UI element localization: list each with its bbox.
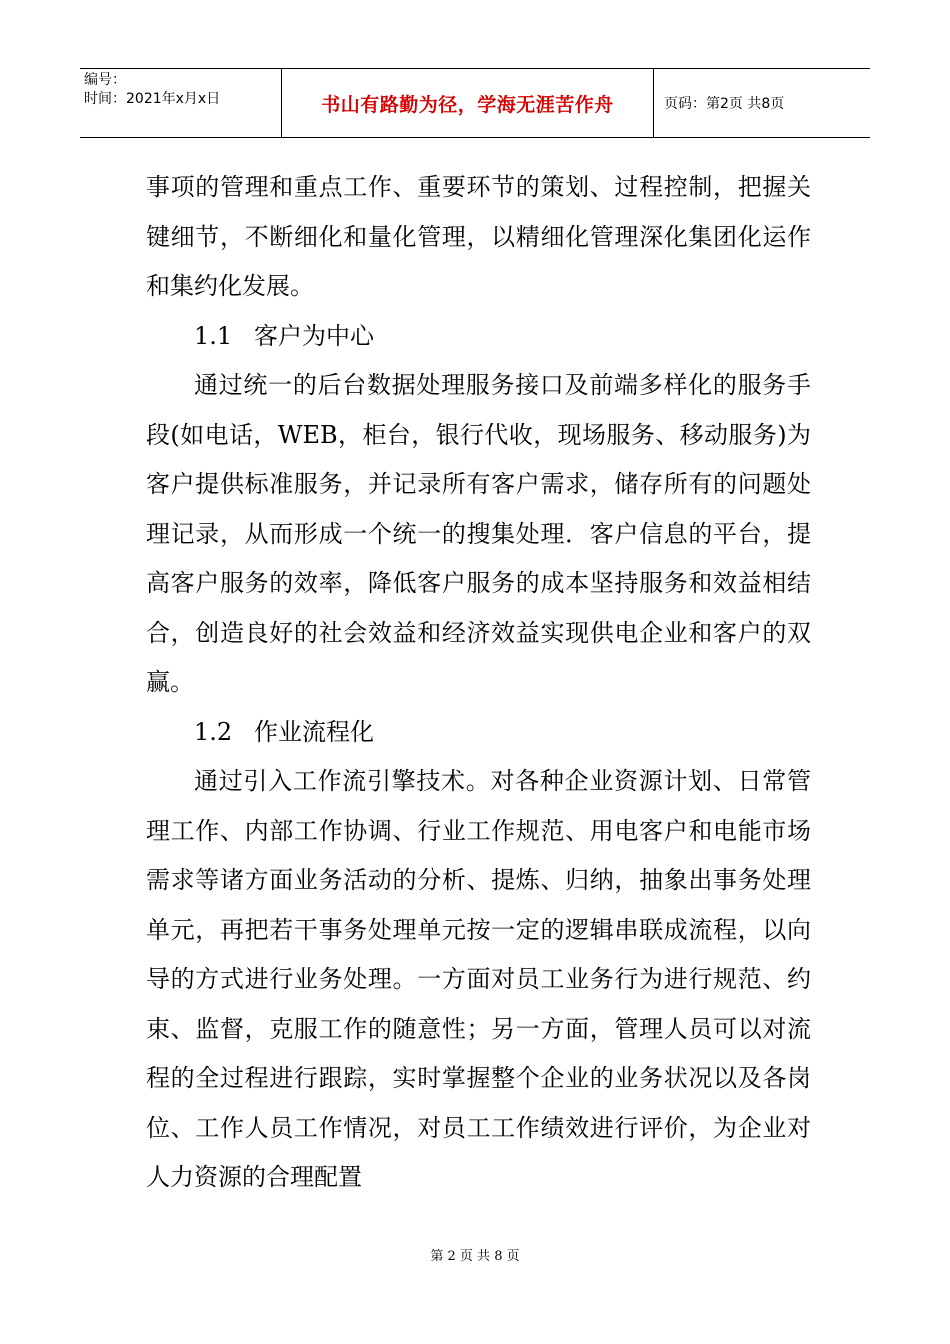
section-title: 作业流程化 bbox=[254, 717, 374, 746]
document-body bbox=[146, 163, 811, 1203]
paragraph-workflow: 通过引入工作流引擎技术。对各种企业资源计划、日常管理工作、内部工作协调、行业工作规范、用电客户和电能市场需求等诸方面业务活动的分析、提炼、归纳，抽象出事务处理单元，再把若干事务处理单元按一定的逻辑串联成流程，以向导的方式进行业务处理。一方面对员工业务行为进行规范、约束、监督，克服工作的随意性；另一方面，管理人员可以对流程的全过程进行跟踪，实时掌握整个企业的业务状况以及各岗位、工作人员工作情况，对员工工作绩效进行评价，为企业对人力资源的合理配置 bbox=[146, 767, 811, 1191]
paragraph-intro: 事项的管理和重点工作、重要环节的策划、过程控制，把握关键细节，不断细化和量化管理，以精细化管理深化集团化运作和集约化发展。 bbox=[146, 173, 811, 300]
doc-date-label: 时间：2021年x月x日 bbox=[84, 91, 221, 107]
section-number: 1.2 bbox=[194, 717, 233, 746]
paragraph-customer-center: 通过统一的后台数据处理服务接口及前端多样化的服务手段(如电话，WEB，柜台，银行代收，现场服务、移动服务)为客户提供标准服务，并记录所有客户需求，储存所有的问题处理记录，从而形成一个统一的搜集处理．客户信息的平台，提高客户服务的效率，降低客户服务的成本坚持服务和效益相结合，创造良好的社会效益和经济效益实现供电企业和客户的双赢。 bbox=[146, 371, 811, 696]
section-title: 客户为中心 bbox=[254, 321, 374, 350]
section-heading-1-2 bbox=[146, 708, 811, 758]
section-heading-1-1 bbox=[146, 312, 811, 362]
page-footer: 第 2 页 共 8 页 bbox=[430, 1249, 520, 1264]
page-header bbox=[80, 68, 870, 138]
header-meta-cell bbox=[80, 69, 282, 137]
header-page-info: 页码：第2页 共8页 bbox=[664, 96, 785, 112]
header-page-cell bbox=[654, 69, 870, 137]
header-motto: 书山有路勤为径，学海无涯苦作舟 bbox=[321, 93, 614, 116]
header-motto-cell bbox=[282, 69, 654, 137]
doc-number-label: 编号： bbox=[84, 72, 126, 88]
section-number: 1.1 bbox=[194, 321, 233, 350]
